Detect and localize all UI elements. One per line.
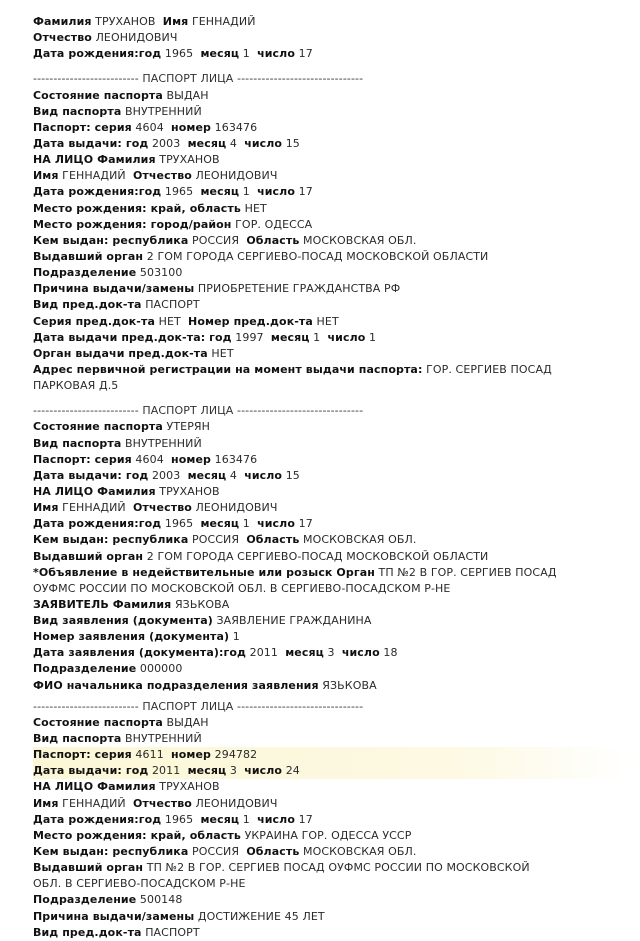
dob-day-label: число — [257, 185, 295, 199]
announcement-label: *Объявление в недействительные или розыск Орган — [33, 565, 375, 579]
birthplace-region-value: НЕТ — [244, 201, 267, 215]
dob-day: 17 — [298, 185, 313, 199]
series-label: Паспорт: серия — [33, 748, 132, 762]
issue-date-label: Дата выдачи: год — [33, 468, 149, 482]
on-face-label: НА ЛИЦО Фамилия — [33, 153, 156, 167]
prev-doc-date-label: Дата выдачи пред.док-та: год — [33, 330, 232, 344]
section-divider: -------------------------- ПАСПОРТ ЛИЦА ------------------------------- — [33, 72, 364, 86]
status-value: ВЫДАН — [166, 88, 209, 102]
issued-by-label: Кем выдан: республика — [33, 533, 189, 547]
dob-day: 17 — [298, 517, 313, 531]
name-value: ГЕННАДИЙ — [191, 15, 256, 28]
patronymic-label: Отчество — [132, 169, 192, 183]
type-value: ВНУТРЕННИЙ — [125, 104, 202, 118]
dob-month: 1 — [242, 812, 250, 826]
surname-value: ТРУХАНОВ — [95, 15, 156, 28]
birthplace-region-line — [33, 201, 633, 217]
issuing-org-label: Выдавший орган — [33, 861, 144, 875]
oblast-value: МОСКОВСКАЯ ОБЛ. — [303, 845, 417, 859]
prev-doc-type-value: ПАСПОРТ — [145, 925, 200, 939]
dob-month: 1 — [242, 47, 250, 61]
dob-month-label: месяц — [200, 812, 240, 826]
prev-doc-type-line — [33, 297, 633, 313]
dob-year: 1965 — [164, 517, 194, 531]
app-day-label: число — [341, 646, 380, 660]
issue-day-label: число — [244, 468, 283, 482]
dob-day-label: число — [257, 517, 295, 531]
passport-section-2 — [33, 403, 633, 694]
app-month: 3 — [327, 646, 335, 660]
type-label: Вид паспорта — [33, 732, 122, 746]
on-face-surname-line — [33, 484, 633, 500]
on-face-surname: ТРУХАНОВ — [159, 780, 220, 794]
prev-doc-type-label: Вид пред.док-та — [33, 925, 142, 939]
status-line — [33, 715, 633, 731]
applicant-line — [33, 597, 633, 613]
passport-number-line — [33, 747, 633, 763]
applicant-value: ЯЗЬКОВА — [174, 597, 230, 611]
prev-doc-series-label: Серия пред.док-та — [33, 314, 155, 328]
number-value: 163476 — [214, 452, 258, 466]
prev-doc-number-value: НЕТ — [316, 314, 339, 328]
name-label: Имя — [33, 501, 59, 515]
prev-doc-org-label: Орган выдачи пред.док-та — [33, 346, 208, 360]
number-value: 163476 — [214, 120, 258, 134]
app-number-line — [33, 629, 633, 645]
prev-doc-month-label: месяц — [270, 330, 310, 344]
subdivision-line — [33, 265, 633, 281]
prev-doc-day: 1 — [369, 330, 377, 344]
issue-date-label: Дата выдачи: год — [33, 764, 149, 778]
type-value: ВНУТРЕННИЙ — [125, 732, 202, 746]
prev-doc-number-label: Номер пред.док-та — [188, 314, 313, 328]
applicant-label: ЗАЯВИТЕЛЬ Фамилия — [33, 597, 172, 611]
status-label: Состояние паспорта — [33, 420, 163, 434]
issued-by-line — [33, 532, 633, 548]
announcement-line — [33, 565, 633, 581]
on-face-name-line — [33, 796, 633, 812]
issue-day: 15 — [285, 468, 300, 482]
series-value: 4611 — [135, 748, 164, 762]
chief-line — [33, 678, 633, 694]
type-label: Вид паспорта — [33, 104, 122, 118]
section-divider: -------------------------- ПАСПОРТ ЛИЦА ------------------------------- — [33, 699, 364, 713]
number-label: номер — [171, 452, 212, 466]
document-body — [33, 14, 633, 941]
reg-address-line-2 — [33, 378, 633, 394]
prev-doc-series-line — [33, 314, 633, 330]
issuing-org-value-2: ОБЛ. В СЕРГИЕВО-ПОСАДСКОМ Р-НЕ — [33, 877, 246, 891]
oblast-label: Область — [246, 533, 300, 547]
header-patronymic-line — [33, 30, 633, 46]
reason-line — [33, 281, 633, 297]
issue-day: 15 — [285, 136, 300, 150]
announcement-value-1: ТП №2 В ГОР. СЕРГИЕВ ПОСАД — [378, 565, 557, 579]
issuing-org-value: 2 ГОМ ГОРОДА СЕРГИЕВО-ПОСАД МОСКОВСКОЙ ОБЛАСТИ — [146, 549, 489, 563]
status-line — [33, 419, 633, 435]
subdivision-value: 000000 — [139, 662, 183, 676]
patronymic-value: ЛЕОНИДОВИЧ — [195, 169, 278, 183]
name-label: Имя — [33, 796, 59, 810]
announcement-line-2 — [33, 581, 633, 597]
person-header — [33, 14, 633, 62]
status-label: Состояние паспорта — [33, 715, 163, 729]
issuing-org-line-2 — [33, 876, 633, 892]
type-line — [33, 731, 633, 747]
patronymic-label: Отчество — [132, 501, 192, 515]
dob-day: 17 — [298, 812, 313, 826]
reg-address-label: Адрес первичной регистрации на момент выдачи паспорта: — [33, 362, 423, 376]
subdivision-label: Подразделение — [33, 893, 137, 907]
app-type-label: Вид заявления (документа) — [33, 614, 213, 628]
reg-address-line — [33, 362, 633, 378]
reason-label: Причина выдачи/замены — [33, 282, 195, 296]
name-value: ГЕННАДИЙ — [62, 169, 126, 183]
patronymic-label: Отчество — [33, 31, 92, 45]
app-month-label: месяц — [285, 646, 324, 660]
reason-value: ПРИОБРЕТЕНИЕ ГРАЖДАНСТВА РФ — [197, 282, 401, 296]
oblast-label: Область — [246, 845, 300, 859]
issuing-org-value-1: ТП №2 В ГОР. СЕРГИЕВ ПОСАД ОУФМС РОССИИ ПО МОСКОВСКОЙ — [146, 861, 530, 875]
dob-label: Дата рождения:год — [33, 185, 162, 199]
issue-month-label: месяц — [187, 468, 227, 482]
subdivision-label: Подразделение — [33, 662, 137, 676]
patronymic-label: Отчество — [132, 796, 192, 810]
name-value: ГЕННАДИЙ — [62, 796, 126, 810]
passport-number-line — [33, 120, 633, 136]
dob-label: Дата рождения:год — [33, 47, 162, 61]
subdivision-line — [33, 892, 633, 908]
series-label: Паспорт: серия — [33, 120, 132, 134]
oblast-label: Область — [246, 233, 300, 247]
app-date-label: Дата заявления (документа):год — [33, 646, 246, 660]
series-label: Паспорт: серия — [33, 452, 132, 466]
app-number-value: 1 — [232, 630, 240, 644]
issue-year: 2003 — [151, 468, 181, 482]
reg-address-value-2: ПАРКОВАЯ Д.5 — [33, 379, 119, 393]
prev-doc-day-label: число — [327, 330, 366, 344]
issuing-org-label: Выдавший орган — [33, 249, 144, 263]
chief-value: ЯЗЬКОВА — [322, 678, 377, 692]
birthplace-city-line — [33, 217, 633, 233]
subdivision-value: 500148 — [139, 893, 183, 907]
type-line — [33, 436, 633, 452]
dob-month-label: месяц — [200, 517, 240, 531]
dob-year: 1965 — [164, 185, 194, 199]
birthplace-region-label: Место рождения: край, область — [33, 828, 241, 842]
number-value: 294782 — [214, 748, 258, 762]
app-date-line — [33, 645, 633, 661]
on-face-label: НА ЛИЦО Фамилия — [33, 780, 156, 794]
name-label: Имя — [162, 15, 189, 28]
reg-address-value-1: ГОР. СЕРГИЕВ ПОСАД — [426, 362, 552, 376]
issuing-org-line — [33, 249, 633, 265]
oblast-value: МОСКОВСКАЯ ОБЛ. — [303, 233, 417, 247]
passport-section-1 — [33, 71, 633, 394]
status-line — [33, 88, 633, 104]
number-label: номер — [171, 748, 212, 762]
oblast-value: МОСКОВСКАЯ ОБЛ. — [303, 533, 417, 547]
issuing-org-line — [33, 860, 633, 876]
app-number-label: Номер заявления (документа) — [33, 630, 230, 644]
app-day: 18 — [383, 646, 398, 660]
issue-day: 24 — [285, 764, 300, 778]
issued-by-line — [33, 844, 633, 860]
prev-doc-type-value: ПАСПОРТ — [145, 298, 200, 312]
series-value: 4604 — [135, 452, 164, 466]
issue-year: 2011 — [151, 764, 181, 778]
on-face-surname: ТРУХАНОВ — [159, 484, 220, 498]
reason-label: Причина выдачи/замены — [33, 909, 195, 923]
issued-by-label: Кем выдан: республика — [33, 233, 189, 247]
dob-day-label: число — [257, 812, 295, 826]
issuing-org-line — [33, 549, 633, 565]
birthplace-city-value: ГОР. ОДЕССА — [235, 217, 313, 231]
issued-by-label: Кем выдан: республика — [33, 845, 189, 859]
issued-by-line — [33, 233, 633, 249]
dob-month: 1 — [242, 517, 250, 531]
passport-number-line — [33, 452, 633, 468]
on-face-label: НА ЛИЦО Фамилия — [33, 484, 156, 498]
dob-label: Дата рождения:год — [33, 517, 162, 531]
number-label: номер — [171, 120, 212, 134]
prev-doc-year: 1997 — [235, 330, 264, 344]
issue-month: 3 — [229, 764, 237, 778]
birthplace-region-line — [33, 828, 633, 844]
issuing-org-label: Выдавший орган — [33, 549, 144, 563]
on-face-name-line — [33, 500, 633, 516]
issue-day-label: число — [244, 136, 283, 150]
prev-doc-type-line — [33, 925, 633, 941]
on-face-surname: ТРУХАНОВ — [159, 153, 220, 167]
name-value: ГЕННАДИЙ — [62, 501, 126, 515]
subdivision-value: 503100 — [139, 266, 183, 280]
type-line — [33, 104, 633, 120]
republic-value: РОССИЯ — [191, 233, 240, 247]
issue-date-line — [33, 468, 633, 484]
status-value: ВЫДАН — [166, 715, 209, 729]
announcement-value-2: ОУФМС РОССИИ ПО МОСКОВСКОЙ ОБЛ. В СЕРГИЕВО-ПОСАДСКОМ Р-НЕ — [33, 581, 451, 595]
prev-doc-month: 1 — [313, 330, 321, 344]
dob-label: Дата рождения:год — [33, 812, 162, 826]
republic-value: РОССИЯ — [191, 533, 240, 547]
issue-month: 4 — [229, 468, 237, 482]
prev-doc-type-label: Вид пред.док-та — [33, 298, 142, 312]
type-value: ВНУТРЕННИЙ — [125, 436, 202, 450]
patronymic-value: ЛЕОНИДОВИЧ — [195, 796, 278, 810]
app-year: 2011 — [249, 646, 278, 660]
surname-label: Фамилия — [33, 15, 92, 28]
issue-month-label: месяц — [187, 136, 227, 150]
dob-day: 17 — [298, 47, 313, 61]
issue-day-label: число — [244, 764, 283, 778]
passport-section-3 — [33, 699, 633, 941]
subdivision-line — [33, 661, 633, 677]
name-label: Имя — [33, 169, 59, 183]
republic-value: РОССИЯ — [191, 845, 240, 859]
dob-line — [33, 516, 633, 532]
header-name-line — [33, 14, 633, 30]
dob-year: 1965 — [164, 47, 194, 61]
status-value: УТЕРЯН — [166, 420, 211, 434]
birthplace-city-label: Место рождения: город/район — [33, 217, 232, 231]
issue-month: 4 — [229, 136, 237, 150]
header-dob-line — [33, 46, 633, 62]
issue-date-line — [33, 136, 633, 152]
reason-value: ДОСТИЖЕНИЕ 45 ЛЕТ — [197, 909, 325, 923]
dob-day-label: число — [257, 47, 295, 61]
issue-date-label: Дата выдачи: год — [33, 136, 149, 150]
type-label: Вид паспорта — [33, 436, 122, 450]
section-divider: -------------------------- ПАСПОРТ ЛИЦА ------------------------------- — [33, 404, 364, 418]
patronymic-value: ЛЕОНИДОВИЧ — [195, 501, 278, 515]
app-type-line — [33, 613, 633, 629]
patronymic-value: ЛЕОНИДОВИЧ — [95, 31, 178, 45]
issue-month-label: месяц — [187, 764, 227, 778]
prev-doc-org-line — [33, 346, 633, 362]
subdivision-label: Подразделение — [33, 266, 137, 280]
chief-label: ФИО начальника подразделения заявления — [33, 678, 319, 692]
prev-doc-date-line — [33, 330, 633, 346]
birthplace-region-label: Место рождения: край, область — [33, 201, 241, 215]
issue-year: 2003 — [151, 136, 181, 150]
birthplace-region-value: УКРАИНА ГОР. ОДЕССА УССР — [244, 828, 412, 842]
dob-month: 1 — [242, 185, 250, 199]
spacer — [33, 62, 633, 71]
issuing-org-value: 2 ГОМ ГОРОДА СЕРГИЕВО-ПОСАД МОСКОВСКОЙ ОБЛАСТИ — [146, 249, 489, 263]
dob-line — [33, 812, 633, 828]
dob-month-label: месяц — [200, 185, 240, 199]
dob-year: 1965 — [164, 812, 194, 826]
on-face-surname-line — [33, 779, 633, 795]
series-value: 4604 — [135, 120, 164, 134]
issue-date-line — [33, 763, 633, 779]
status-label: Состояние паспорта — [33, 88, 163, 102]
dob-month-label: месяц — [200, 47, 240, 61]
spacer — [33, 394, 633, 403]
app-type-value: ЗАЯВЛЕНИЕ ГРАЖДАНИНА — [216, 614, 372, 628]
on-face-surname-line — [33, 152, 633, 168]
on-face-name-line — [33, 168, 633, 184]
dob-line — [33, 184, 633, 200]
reason-line — [33, 909, 633, 925]
prev-doc-series-value: НЕТ — [158, 314, 181, 328]
prev-doc-org-value: НЕТ — [211, 346, 234, 360]
